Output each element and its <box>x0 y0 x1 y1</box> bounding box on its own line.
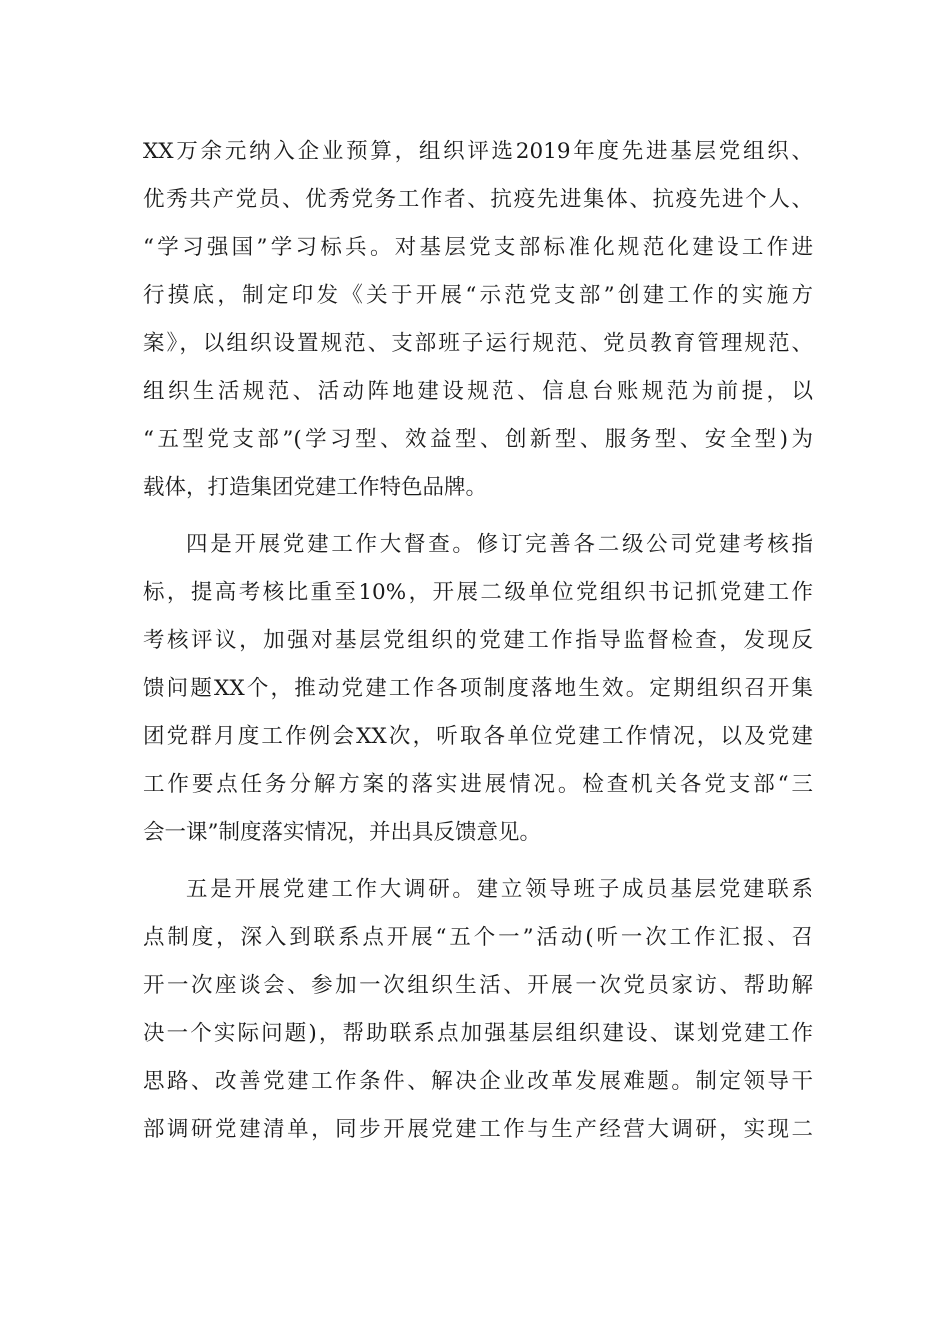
text-line: 考核评议，加强对基层党组织的党建工作指导监督检查，发现反 <box>143 628 813 653</box>
paragraph-3 <box>143 866 813 1154</box>
paragraph-2 <box>143 521 813 857</box>
text-line: “学习强国”学习标兵。对基层党支部标准化规范化建设工作进 <box>143 235 813 260</box>
text-line: 开一次座谈会、参加一次组织生活、开展一次党员家访、帮助解 <box>143 973 813 998</box>
text-line: 团党群月度工作例会XX次，听取各单位党建工作情况，以及党建 <box>143 724 813 749</box>
paragraph-spacer <box>143 857 813 866</box>
text-line: 载体，打造集团党建工作特色品牌。 <box>143 475 488 500</box>
text-line: 案》，以组织设置规范、支部班子运行规范、党员教育管理规范、 <box>143 331 813 356</box>
text-line: “五型党支部”(学习型、效益型、创新型、服务型、安全型)为 <box>143 427 813 452</box>
text-line: XX万余元纳入企业预算，组织评选2019年度先进基层党组织、 <box>143 139 813 164</box>
text-line: 标，提高考核比重至10%，开展二级单位党组织书记抓党建工作 <box>143 580 813 605</box>
text-line: 决一个实际问题)，帮助联系点加强基层组织建设、谋划党建工作 <box>143 1021 813 1046</box>
text-line: 思路、改善党建工作条件、解决企业改革发展难题。制定领导干 <box>143 1069 813 1094</box>
text-line: 四是开展党建工作大督查。修订完善各二级公司党建考核指 <box>186 532 813 557</box>
paragraph-spacer <box>143 512 813 521</box>
text-line: 组织生活规范、活动阵地建设规范、信息台账规范为前提，以 <box>143 379 813 404</box>
text-line: 优秀共产党员、优秀党务工作者、抗疫先进集体、抗疫先进个人、 <box>143 187 813 212</box>
text-line: 部调研党建清单，同步开展党建工作与生产经营大调研，实现二 <box>143 1117 813 1142</box>
text-line: 会一课”制度落实情况，并出具反馈意见。 <box>143 820 541 845</box>
text-line: 行摸底，制定印发《关于开展“示范党支部”创建工作的实施方 <box>143 283 813 308</box>
text-line: 点制度，深入到联系点开展“五个一”活动(听一次工作汇报、召 <box>143 925 813 950</box>
text-line: 馈问题XX个，推动党建工作各项制度落地生效。定期组织召开集 <box>143 676 813 701</box>
text-line: 五是开展党建工作大调研。建立领导班子成员基层党建联系 <box>186 877 813 902</box>
paragraph-1 <box>143 128 813 512</box>
document-body <box>143 128 813 1154</box>
text-line: 工作要点任务分解方案的落实进展情况。检查机关各党支部“三 <box>143 772 813 797</box>
